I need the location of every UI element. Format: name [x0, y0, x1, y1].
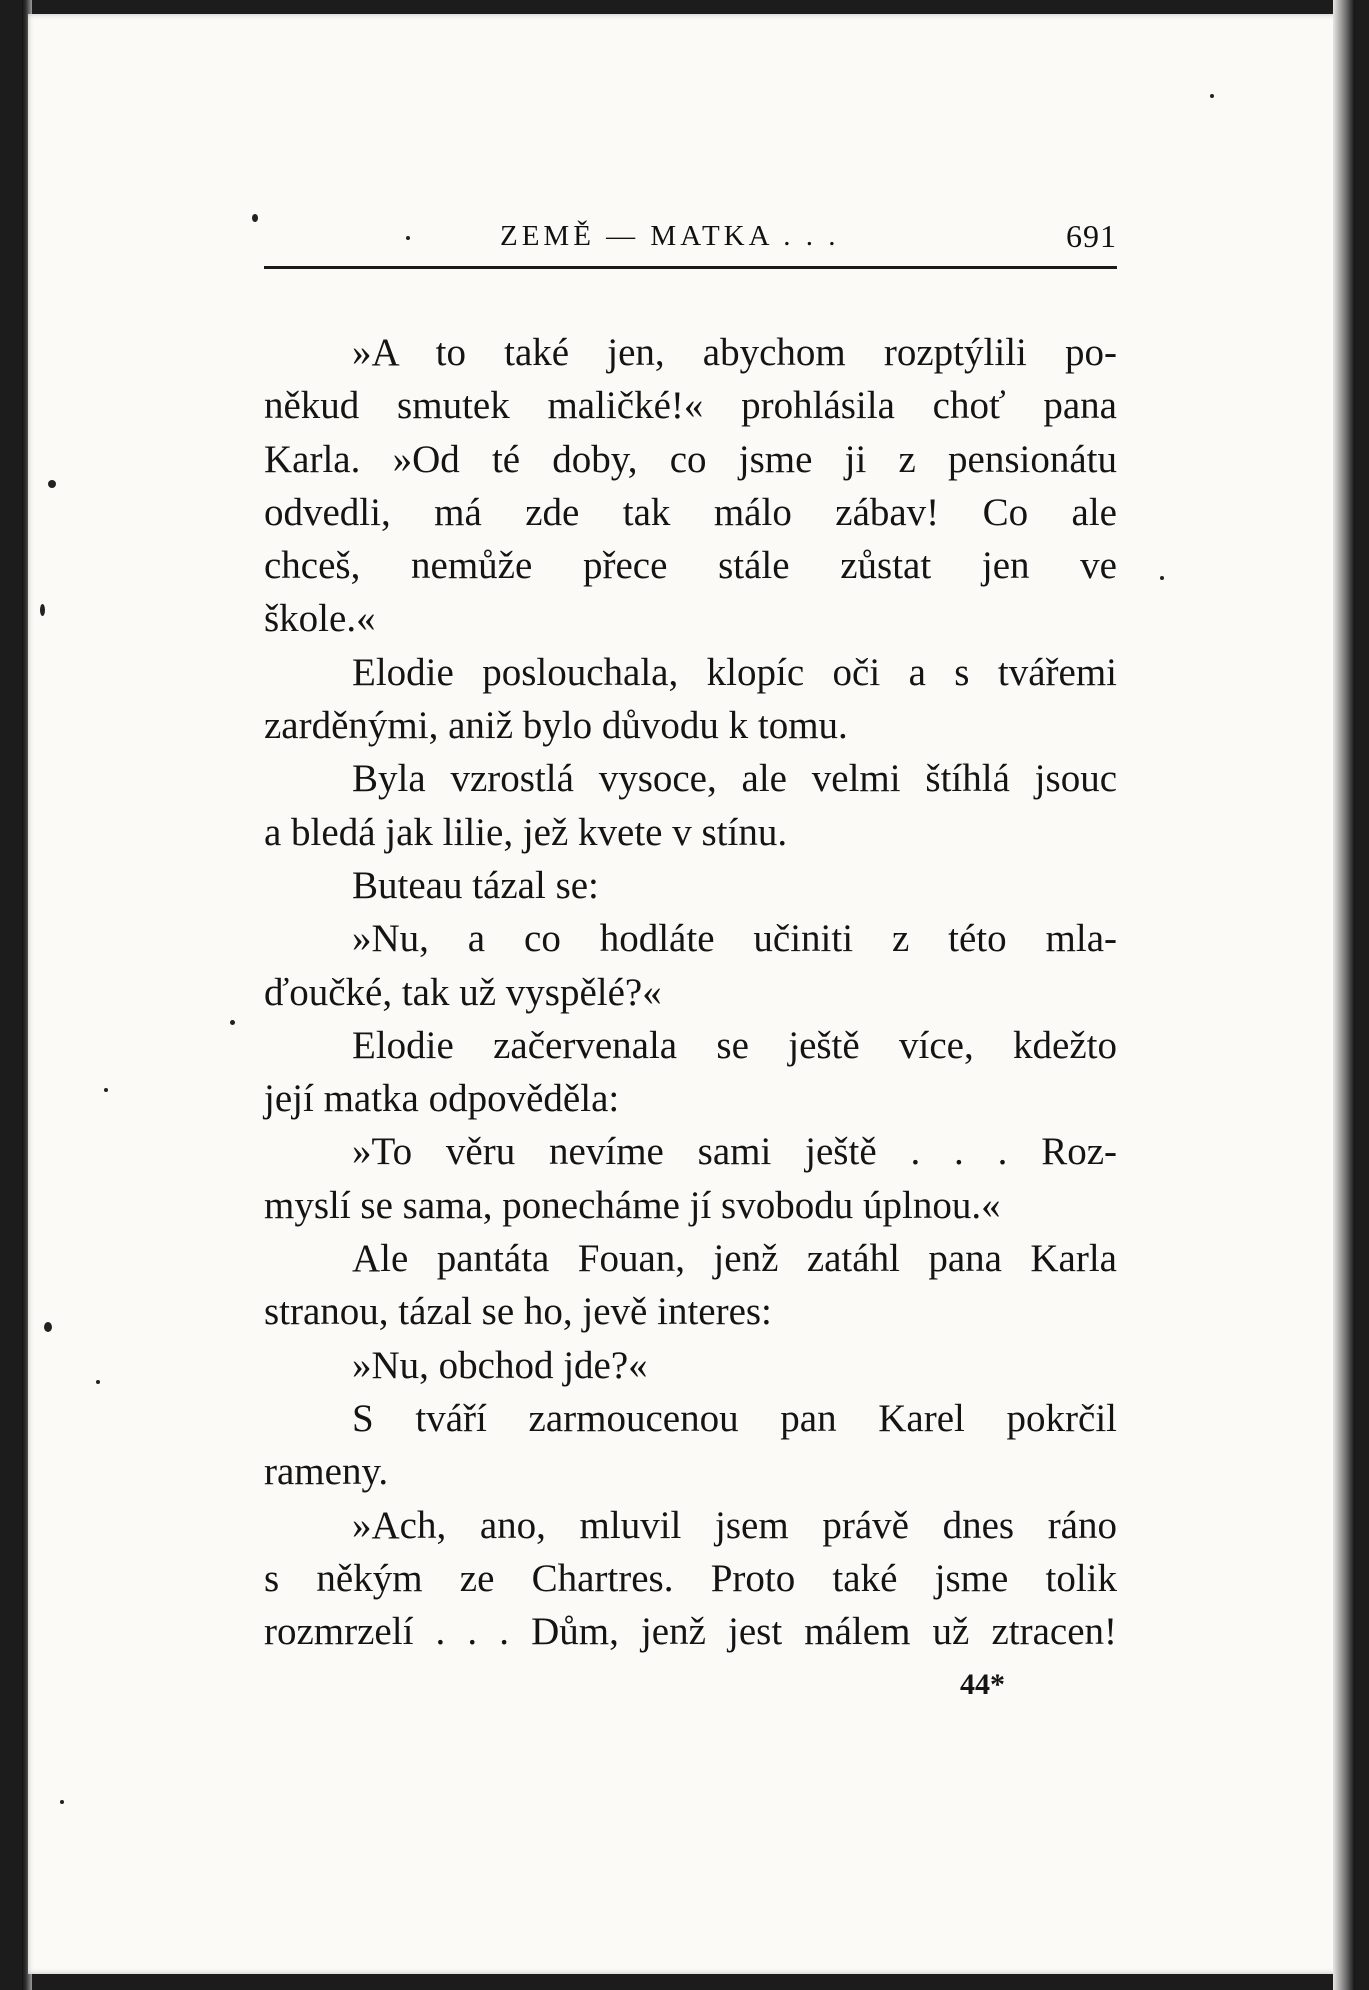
- running-header: [264, 216, 1117, 269]
- text-line: Buteau tázal se:: [352, 863, 599, 907]
- text-line: Elodie poslouchala, klopíc oči a s tvářemi: [352, 650, 1117, 694]
- text-line: »Nu, obchod jde?«: [352, 1343, 648, 1387]
- signature-mark: 44*: [960, 1668, 1005, 1701]
- text-line: ďoučké, tak už vyspělé?«: [264, 970, 662, 1014]
- scan-speck: [44, 1322, 52, 1332]
- text-line: myslí se sama, ponecháme jí svobodu úplnou.«: [264, 1183, 1001, 1227]
- scan-speck: [48, 480, 56, 488]
- text-line: S tváří zarmoucenou pan Karel pokrčil: [352, 1396, 1117, 1440]
- text-line: odvedli, má zde tak málo zábav! Co ale: [264, 490, 1117, 534]
- text-line: »To věru nevíme sami ještě . . . Roz-: [352, 1130, 1117, 1174]
- text-line: škole.«: [264, 597, 376, 641]
- text-line: Elodie začervenala se ještě více, kdežto: [352, 1023, 1117, 1067]
- scan-speck: [40, 604, 45, 616]
- text-line: Ale pantáta Fouan, jenž zatáhl pana Karla: [352, 1237, 1117, 1281]
- scan-speck: [230, 1020, 235, 1025]
- scan-speck: [1160, 576, 1164, 580]
- text-line: chceš, nemůže přece stále zůstat jen ve: [264, 544, 1117, 588]
- text-line: s někým ze Chartres. Proto také jsme tolik: [264, 1556, 1117, 1600]
- text-line: rameny.: [264, 1450, 389, 1494]
- text-line: »Nu, a co hodláte učiniti z této mla-: [352, 917, 1117, 961]
- text-line: a bledá jak lilie, jež kvete v stínu.: [264, 810, 788, 854]
- text-line: rozmrzelí . . . Dům, jenž jest málem už ztracen!: [264, 1610, 1117, 1654]
- page-edge-shadow: [1333, 0, 1355, 1990]
- text-line: někud smutek maličké!« prohlásila choť pana: [264, 384, 1117, 428]
- scan-speck: [1210, 94, 1214, 98]
- text-line: Byla vzrostlá vysoce, ale velmi štíhlá jsouc: [352, 757, 1117, 801]
- scan-speck: [96, 1380, 100, 1384]
- text-line: Karla. »Od té doby, co jsme ji z pensionátu: [264, 437, 1117, 481]
- text-line: »Ach, ano, mluvil jsem právě dnes ráno: [352, 1503, 1117, 1547]
- scan-speck: [252, 214, 258, 222]
- text-line: »A to také jen, abychom rozptýlili po-: [352, 331, 1117, 374]
- scan-speck: [60, 1800, 64, 1804]
- page-number: 691: [1066, 218, 1117, 254]
- text-line: zarděnými, aniž bylo důvodu k tomu.: [264, 704, 848, 748]
- body-text: [264, 326, 1117, 1658]
- text-line: stranou, tázal se ho, jevě interes:: [264, 1290, 772, 1334]
- text-line: její matka odpověděla:: [264, 1077, 620, 1121]
- running-title: ZEMĚ — MATKA . . .: [500, 220, 840, 252]
- scan-speck: [104, 1088, 108, 1092]
